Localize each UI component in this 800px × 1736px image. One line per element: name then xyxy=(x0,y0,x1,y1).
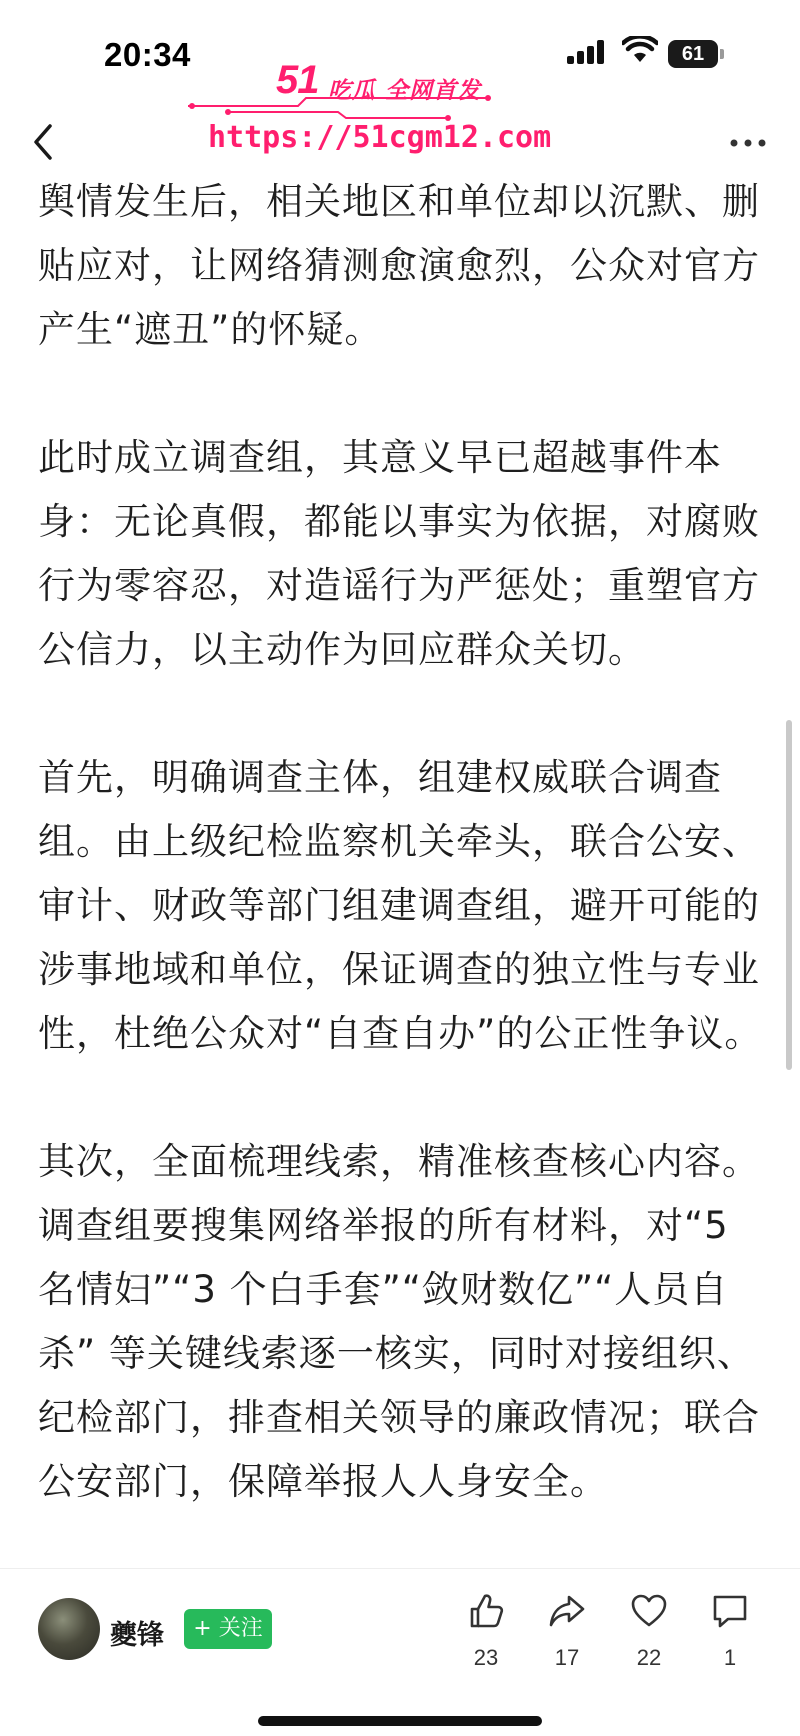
article-paragraph: 此时成立调查组，其意义早已超越事件本身：无论真假，都能以事实为依据，对腐败行为零容忍，对造谣行为严惩处；重塑官方公信力，以主动作为回应群众关切。 xyxy=(38,436,760,671)
share-button[interactable] xyxy=(537,1591,597,1681)
back-button[interactable] xyxy=(26,118,62,166)
signal-icon xyxy=(567,40,611,64)
watermark xyxy=(188,52,552,162)
chevron-left-icon xyxy=(36,126,50,158)
article-paragraph: 舆情发生后，相关地区和单位却以沉默、删贴应对，让网络猜测愈演愈烈，公众对官方产生“遮丑”的怀疑。 xyxy=(38,180,760,351)
more-button[interactable] xyxy=(728,128,768,158)
watermark-circuit-graphic xyxy=(188,92,508,122)
share-arrow-icon xyxy=(547,1591,587,1631)
battery-indicator xyxy=(668,40,724,68)
comment-button[interactable] xyxy=(700,1591,760,1681)
thumbs-up-icon xyxy=(466,1591,506,1631)
article-paragraph: 首先，明确调查主体，组建权威联合调查组。由上级纪检监察机关牵头，联合公安、审计、财政等部门组建调查组，避开可能的涉事地域和单位，保证调查的独立性与专业性，杜绝公众对“自查自办”的公正性争议。 xyxy=(38,756,763,1055)
author-avatar[interactable] xyxy=(38,1598,100,1660)
article-body xyxy=(38,170,768,1578)
share-count: 17 xyxy=(554,1645,580,1670)
battery-level-text: 61 xyxy=(681,43,705,65)
author-name[interactable]: 夔锋 xyxy=(110,1620,164,1651)
more-horizontal-icon xyxy=(731,140,766,147)
home-indicator[interactable] xyxy=(258,1716,542,1726)
status-time: 20:34 xyxy=(104,36,191,73)
watermark-badge: 51 xyxy=(276,58,319,102)
follow-button[interactable]: + 关注 xyxy=(184,1609,272,1649)
like-count: 23 xyxy=(473,1645,499,1670)
article-paragraph: 其次，全面梳理线索，精准核查核心内容。调查组要搜集网络举报的所有材料，对“5 名情妇”“3 个白手套”“敛财数亿”“人员自杀” 等关键线索逐一核实，同时对接组织、纪检部门，排查相关领导的廉政情况；联合公安部门，保障举报人人身安全。 xyxy=(38,1140,760,1503)
heart-icon xyxy=(629,1591,669,1631)
scrollbar[interactable] xyxy=(786,720,792,1070)
watermark-slogan: 吃瓜 全网首发 xyxy=(328,78,482,104)
like-button[interactable] xyxy=(456,1591,516,1681)
wifi-icon xyxy=(622,36,658,64)
comment-count: 1 xyxy=(723,1645,737,1670)
comment-bubble-icon xyxy=(710,1591,750,1631)
battery-tip xyxy=(720,49,724,59)
watermark-url: https://51cgm12.com xyxy=(208,120,552,155)
favorite-button[interactable] xyxy=(619,1591,679,1681)
bottom-action-bar xyxy=(0,1568,800,1736)
favorite-count: 22 xyxy=(636,1645,662,1670)
